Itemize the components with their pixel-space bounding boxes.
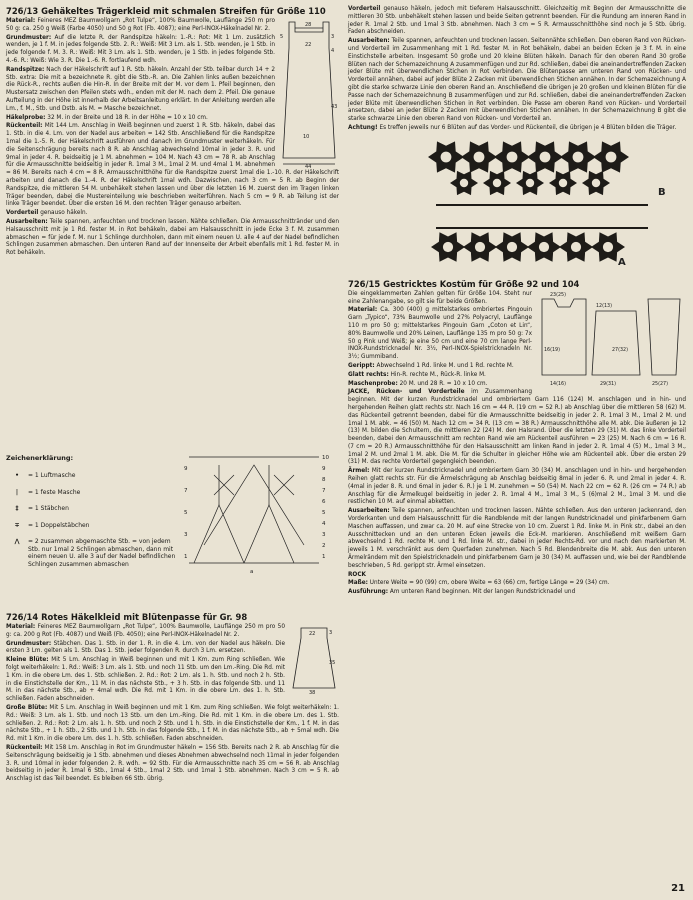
article-body-726-14-cont: [348, 6, 686, 133]
legend-item: [6, 489, 181, 497]
paragraph-text: Teile spannen, anfeuchten und trocknen lassen. Nähte schließen. Die Armausschnittränder und den Halsausschnitt mit je 1 Rd. fester M. in Rot behäkeln, dabei am Halsausschnitt in jede Ecke 3 f. M. zusammen abmaschen = für jede f. M. nur 1 Schlinge durchholen, dann mit einem neuen U. alle 4 auf der Nadel befindlichen Schlingen zusammen abmaschen. Den unteren Rand auf der Innenseite der Arbeit ebenfalls mit 1 Rd. fester M. in Rot behäkeln.: [6, 218, 339, 257]
legend-symbol: ⋀: [14, 538, 20, 545]
paragraph-text: Es treffen jeweils nur 6 Blüten auf das Vorder- und Rückenteil, die übrigen je 4 Blüten bilden die Träger.: [377, 124, 677, 131]
page-number: 21: [671, 883, 685, 894]
paragraph-lead: Große Blüte:: [6, 704, 48, 711]
legend-item: [6, 538, 181, 568]
legend-symbol: ‡: [15, 505, 19, 512]
paragraph-text: Ca. 300 (400) g mittelstarkes ombriertes Pingouin Garn „Typico“, 73% Baumwolle und 27% Polyacryl, Lauflänge 110 m pro 50 g; mittelstarkes Pingouin Garn „Coton et Lin“, 80% Baumwolle und 20% Leinen, Lauflänge 135 m pro 50 g: 7x 50 g Pink und Weiß; je eine 50 cm und eine 70 cm lange Perl-INOX-Rundstricknadel Nr. 3½, Perl-INOX-Spielstricknadeln Nr. 3½; Gummiband.: [348, 307, 532, 361]
chart-row-label: 3: [184, 532, 188, 538]
paragraph-text: Auf die letzte R. der Randspitze häkeln: 1.-R.: Rot: Mit 1 Lm. zusätzlich wenden, je 1 f. M. in jedes folgende Stb. 2. R.: Weiß: Mit 3 Lm. als 1. Stb. wenden, je 1 Stb. in jede folgende f. M. 3. R.: Weiß: Mit 3 Lm. als 1. Stb. wenden, je 1 Stb. in jedes folgende Stb. 4.-6. R.: Weiß: Wie 3. R. Die 1.-6. R. fortlaufend wdh.: [6, 34, 275, 64]
flower-center: [559, 179, 567, 187]
paragraph-text: 20 M. und 28 R. = 10 x 10 cm.: [397, 380, 488, 387]
left-column: [6, 6, 339, 259]
paragraph-lead: ROCK: [348, 571, 366, 578]
paragraph-lead: Randspitze:: [6, 66, 45, 73]
legend-text: = 1 Doppelstäbchen: [28, 521, 90, 529]
dim-label: 25(27): [652, 381, 668, 387]
paragraph-text: Hin-R. rechte M., Rück-R. linke M.: [388, 371, 486, 378]
dim-label: 44: [305, 164, 312, 168]
legend-block: [6, 453, 342, 603]
dim-label: 3: [331, 34, 335, 40]
dress-schematic-726-14: [289, 624, 339, 694]
flower-center: [460, 179, 468, 187]
legend-symbol: ∓: [14, 521, 20, 529]
legend-text: = 2 zusammen abgemaschte Stb. = von jedem Stb. nur 1mal 2 Schlingen abmaschen, dann mit einem neuen U. alle 3 auf der Nadel befindlichen Schlingen zusammen abmaschen: [28, 538, 176, 568]
legend-symbol: •: [15, 472, 19, 479]
chart-row-label: 7: [184, 488, 188, 494]
paragraph: [348, 6, 686, 37]
chart-row-label: 5: [184, 510, 188, 516]
paragraph-text: Die eingeklammerten Zahlen gelten für Größe 104. Steht nur eine Zahlenangabe, so gilt sie für beide Größen.: [348, 290, 532, 305]
paragraph-text: Feineres MEZ Baumwollgarn „Rot Tulpe“, 100% Baumwolle, Lauflänge 250 m pro 50 g: ca. 250 g Weiß (Farbe 4050) und 50 g Rot (Fb. 4087); eine Perl-INOX-Häkelnadel Nr. 2.: [6, 18, 275, 32]
flower-center: [507, 242, 517, 252]
article-title-726-13: 726/13 Gehäkeltes Trägerkleid mit schmalen Streifen für Größe 110: [6, 6, 326, 16]
dim-label: 22: [309, 631, 316, 637]
paragraph-text: Nach der Häkelschrift auf 1 R. Stb. häkeln. Anzahl der Stb. teilbar durch 14 + 2 Stb. extra: Die mit a bezeichnete R. gibt die Stb.-R. an. Die Zahlen links außen bezeichnen die Rück-R., rechts außen die Hin-R. In der Breite mit der M. vor dem 1. Pfeil beginnen, den Mustersatz zwischen den Pfeilen stets wdh., enden mit der M. nach dem 2. Pfeil. Die genaue Aufteilung in der Höhe ist innerhalb der Arbeitsanleitung erklärt. In der Anleitung werden alle Lm., f. M., Stb. und Dstb. als M. = Masche bezeichnet.: [6, 66, 275, 112]
paragraph-text: Abwechselnd 1 Rd. linke M. und 1 Rd. rechte M.: [374, 362, 514, 369]
chart-row-label: 3: [322, 532, 326, 538]
paragraph-lead: Ausarbeiten:: [6, 218, 48, 225]
dim-label: 12(13): [596, 303, 612, 309]
paragraph-text: Feineres MEZ Baumwollgarn „Rot Tulpe“, 100% Baumwolle, Lauflänge 250 m pro 50 g: ca. 200 g Rot (Fb. 4087) und Weiß (Fb. 4050); eine Perl-INOX-Häkelnadel Nr. 2.: [6, 624, 285, 638]
paragraph-text: genauso häkeln.: [38, 210, 88, 217]
article-title-726-14: 726/14 Rotes Häkelkleid mit Blütenpasse für Gr. 98: [6, 612, 248, 622]
paragraph-lead: Vorderteil: [348, 6, 381, 12]
flower-center: [441, 151, 452, 162]
flower-center: [507, 151, 518, 162]
paragraph-lead: JACKE, Rücken- und Vorderteile: [348, 389, 465, 396]
paragraph-lead: Grundmuster:: [6, 640, 52, 647]
flower-center: [606, 151, 617, 162]
dim-label: 5: [280, 34, 284, 40]
paragraph: [6, 745, 339, 784]
flower-center: [571, 242, 581, 252]
paragraph-lead: Material:: [6, 18, 36, 24]
right-column: [348, 6, 686, 598]
crochet-chart: [184, 445, 334, 575]
flower-center: [475, 242, 485, 252]
chart-row-label: 2: [322, 543, 326, 549]
flower-center: [474, 151, 485, 162]
paragraph: [6, 219, 339, 258]
paragraph-text: Stäbchen. Das 1. Stb. in der 1. R. in die 4. Lm. von der Nadel aus häkeln. Die ersten 3 Lm. gelten als 1. Stb. Das 1. Stb. jeder folgenden R. durch 3 Lm. ersetzen.: [6, 640, 285, 655]
paragraph-text: genauso häkeln, jedoch mit tieferem Halsausschnitt. Gleichzeitig mit Beginn der Armausschnitte die mittleren 30 Stb. unbehäkelt stehen lassen und beide Seiten getrennt beenden. Für die Rundung am inneren Rand in jeder R. 1mal 2 Stb. und 1mal 3 Stb. abnehmen. Nach 3 cm = 5 R. Armausschnitthöhe sind noch je 5 Stb. übrig. Faden abschneiden.: [348, 6, 686, 36]
paragraph-text: Mit der kurzen Rundstricknadel und ombriertem Garn 30 (34) M. anschlagen und in hin- und hergehenden Reihen glatt rechts str. Für die Ärmelschrägung ab Anschlag beidseitig 8mal in jeder 6. R. und 2mal in jeder 4. R. (4mal in jeder 8. R. und 6mal in jeder 6. R.) je 1 M. zunehmen = 50 (54) M. Nach 22 cm = 62 R. (26 cm = 74 R.) ab Anschlag für die Ärmelkugel beidseitig in jeder 2. R. 1mal 4 M., 1mal 3 M., 5 (6)mal 2 M., 1mal 3 M. und die restlichen 10 M. auf einmal abketten.: [348, 468, 686, 506]
dim-label: 28: [305, 22, 312, 28]
paragraph: [348, 508, 686, 570]
paragraph: [348, 389, 686, 467]
flower-center: [603, 242, 613, 252]
legend-title: Zeichenerklärung:: [6, 454, 74, 462]
legend-item: [6, 522, 181, 530]
chart-row-label: 6: [322, 499, 326, 505]
paragraph-text: Am unteren Rand beginnen. Mit der langen Rundstricknadel und: [388, 589, 576, 596]
paragraph-lead: Gerippt:: [348, 362, 375, 369]
paragraph: [348, 572, 686, 580]
article-726-14: [6, 612, 339, 785]
chart-row-label: 9: [322, 466, 326, 472]
paragraph-lead: Häkelprobe:: [6, 114, 46, 121]
paragraph-lead: Ausführung:: [348, 589, 389, 596]
legend-text: = 1 Luftmasche: [28, 472, 76, 479]
paragraph-lead: Kleine Blüte:: [6, 657, 49, 664]
legend-text: = 1 feste Masche: [28, 488, 81, 496]
paragraph-lead: Rückenteil:: [6, 744, 43, 751]
chart-marker: a: [250, 569, 254, 575]
flower-center: [443, 242, 453, 252]
dim-label: 22: [305, 42, 312, 48]
dim-label: 29(31): [600, 381, 616, 387]
dim-label: 27(32): [612, 347, 628, 353]
dim-label: 14(16): [550, 381, 566, 387]
flower-center: [493, 179, 501, 187]
flower-center: [526, 179, 534, 187]
dim-label: 38: [309, 690, 316, 694]
paragraph: [348, 38, 686, 124]
paragraph-lead: Maschenprobe:: [348, 380, 398, 387]
paragraph-lead: Grundmuster:: [6, 34, 52, 41]
paragraph-text: Mit 5 Lm. Anschlag in Weiß beginnen und mit 1 Km. zum Ring schließen. Wie folgt weiterhäkeln: 1. Rd.: Weiß: 3 Lm. als 1. Stb. und noch 13 Stb. um den Lm.-Ring. Die Rd. mit 1 Km. in die obere Lm. des 1. Stb. schließen. 2. Rd.: Rot: 2 Lm. als 1. h. Stb. und noch 2 Stb. und 1 h. Stb. in die Einstichstelle der Km., 1 f. M. in das nächste Stb., + 1 h. Stb., 2 Stb. und 1 h. Stb. in das folgende Stb., 1 f. M. in das nächste Stb., ab + 5mal wdh. Die Rd. mit 1 Km. in die obere Lm. des 1. h. Stb. schließen. Faden abschneiden.: [6, 704, 339, 743]
legend-text: = 1 Stäbchen: [28, 505, 69, 512]
paragraph: [6, 210, 339, 218]
chart-row-label: 1: [322, 554, 326, 560]
paragraph: [348, 468, 686, 507]
schematic-label-b: B: [658, 186, 666, 198]
flower-center: [573, 151, 584, 162]
paragraph-lead: Achtung!: [348, 124, 378, 131]
chart-row-label: 10: [322, 455, 329, 461]
paragraph-text: Mit 5 Lm. Anschlag in Weiß beginnen und mit 1 Km. zum Ring schließen. Wie folgt weiterhäkeln: 1. Rd.: Weiß: 3 Lm. als 1. Stb. und noch 11 Stb. um den Lm.-Ring. Die Rd. mit 1 Km. in die obere Lm. des 1. Stb. schließen. 2. Rd.: Rot: 2 Lm. als 1. h. Stb. und noch 2 h. Stb. in die Einstichstelle der Km., 11 M. in das nächste Stb., + 3 h. Stb. in das folgende Stb. und 11 M. in das nächste Stb., ab + 4mal wdh. Die Rd. mit 1 Km. in die obere Lm. des 1. h. Stb. schließen. Faden abschneiden.: [6, 657, 286, 703]
legend-item: [6, 505, 181, 513]
schematic-label-a: A: [618, 256, 626, 268]
chart-row-label: 7: [322, 488, 326, 494]
paragraph-lead: Material:: [348, 307, 378, 314]
paragraph: [6, 705, 339, 744]
dim-label: 43: [331, 104, 338, 110]
paragraph-lead: Ausarbeiten:: [348, 38, 390, 45]
chart-row-label: 4: [322, 521, 326, 527]
chart-row-label: 9: [184, 466, 188, 472]
paragraph-text: Teile spannen, anfeuchten und trocknen lassen. Seitennähte schließen. Den oberen Rand von Rücken- und Vorderteil im Zusammenhang mit 1 Rd. fester M. in Rot behäkeln, dabei an beiden Ecken je 3 f. M. in eine Einstichstelle arbeiten. Insgesamt 50 große und 20 kleine Blüten häkeln. Danach für den oberen Rand 30 große Blüten nach der Schemazeichnung A zusammenfügen und zur Rd. schließen, dabei die aneinandertreffenden Zacken jeder Blüte mit überwendlichen Stichen in Rot verbinden. Die Blütenpasse am unteren Rand von Rücken- und Vorderteil annähen, dabei auf jeder Blüte 2 Zacken mit überwendlichen Stichen annähen. In der Schemazeichnung A gibt die starke schwarze Linie den oberen Rand an. Anschließend die übrigen je 20 großen und kleinen Blüten für die Passe nach der Schemazeichnung B zusammenfügen und zur Rd. schließen, dabei die aneinandertreffenden Zacken jeder Blüte mit überwendlichen Stichen in Rot verbinden. Die Passe am oberen Rand von Rücken- und Vorderteil ansetzen, dabei an jeder Blüte 2 Zacken mit überwendlichen Stichen annähen. In der Schemazeichnung B gibt die starke schwarze Linie den oberen Rand von Rücken- und Vorderteil an.: [348, 38, 686, 123]
dim-label: 3: [329, 630, 333, 636]
paragraph-text: Mit 144 Lm. Anschlag in Weiß beginnen und zuerst 1 R. Stb. häkeln, dabei das 1. Stb. in die 4. Lm. von der Nadel aus arbeiten = 142 Stb. Anschließend für die Randspitze 1mal die 1.-5. R. der Häkelschrift ausführen und danach im Grundmuster weiterhäkeln. Für die Seitenschrägung bereits nach 8 R. ab Anschlag abwechselnd 10mal in jeder 3. R. und 9mal in jeder 4. R. beidseitig je 1 M. abnehmen = 104 M. Nach 43 cm = 78 R. ab Anschlag für die Armausschnitte beidseitig in jeder R. 1mal 3 M., 1mal 2 M. und 4mal 1 M. abnehmen = 86 M. Bereits nach 4 cm = 8 R. Armausschnitthöhe für die Randspitze zuerst 1mal die 1.-10. R. der Häkelschrift arbeiten und danach die 1.-4. R. der Häkelschrift 1mal wdh. Dazwischen, nach 3 cm = 5 R. ab Beginn der Randspitze, die mittleren 54 M. unbehäkelt stehen lassen und über die letzten 16 M. zuerst den im Tragen linken Träger beenden, dabei die Mustereinteilung wie beschrieben weiterführen. Nach 5 cm = 9 R. ab Teilung ist der linke Träger beendet. Über die ersten 16 M. den rechten Träger genauso arbeiten.: [6, 123, 339, 208]
dim-label: 10: [303, 134, 310, 140]
paragraph-text: Mit 158 Lm. Anschlag in Rot im Grundmuster häkeln = 156 Stb. Bereits nach 2 R. ab Anschlag für die Seitenschrägung beidseitig je 1 Stb. abnehmen und dieses Abnehmen abwechselnd noch 11mal in jeder folgenden 3. R. und 10mal in jeder folgenden 2. R. wdh. = 92 Stb. Für die Armausschnitte nach 35 cm = 56 R. ab Anschlag beidseitig in jeder R. 1mal 6 Stb., 1mal 4 Stb., 1mal 2 Stb. und 1mal 1 Stb. abnehmen. Nach 3 cm = 5 R. ab Anschlag ist das Teil beendet. Es bleiben 66 Stb. übrig.: [6, 744, 339, 783]
paragraph-lead: Material:: [6, 624, 36, 630]
paragraph: [348, 580, 686, 588]
paragraph-text: im Zusammenhang beginnen. Mit der kurzen Rundstricknadel und ombriertem Garn 116 (124) M. anschlagen und in hin- und hergehenden Reihen glatt rechts str. Nach 16 cm = 44 R. (19 cm = 52 R.) ab Anschlag über die mittleren 58 (62) M. das Rückenteil getrennt beenden, dabei für die Armausschnitte beidseitig in jeder 2. R. 1mal 3 M., 1mal 2 M. und 1mal 1 M. abk. = 46 (50) M. Nach 12 cm = 34 R. (13 cm = 38 R.) Armausschnitthöhe alle M. abk. Die äußeren je 12 (13) M. bilden die Schultern, die mittleren 22 (24) M. den Halsrand. Über die letzten 29 (31) M. das linke Vorderteil beenden, dabei den Armausschnitt am rechten Rand wie am Rückenteil ausführen = 23 (25) M. Nach 6 cm = 16 R. (7 cm = 20 R.) Armausschnitthöhe für den Halsausschnitt am linken Rand in jeder 2. R. 1mal 4 (5) M., 1mal 3 M., 1mal 2 M. und 2mal 1 M. abk. Die M. für die Schulter in gleicher Höhe wie am Rückenteil abk. Über die ersten 29 (31) M. das rechte Vorderteil gegengleich beenden.: [348, 389, 686, 466]
costume-schematic-726-15: [536, 291, 686, 391]
paragraph-lead: Maße:: [348, 580, 368, 587]
flower-schematics: [348, 135, 686, 275]
paragraph-lead: Ausarbeiten:: [348, 508, 390, 515]
chart-row-label: 1: [184, 554, 188, 560]
paragraph: [348, 125, 686, 133]
paragraph: [348, 589, 686, 597]
dim-label: 35: [329, 660, 336, 666]
paragraph-lead: Rückenteil:: [6, 123, 43, 130]
legend-item: [6, 472, 181, 480]
dim-label: 16(19): [544, 347, 560, 353]
dim-label: 4: [331, 48, 335, 54]
chart-row-label: 8: [322, 477, 326, 483]
flower-center: [539, 242, 549, 252]
chart-row-label: 5: [322, 510, 326, 516]
paragraph-text: 32 M. in der Breite und 18 R. in der Höhe = 10 x 10 cm.: [45, 114, 208, 121]
paragraph-lead: Glatt rechts:: [348, 371, 389, 378]
legend-symbol: |: [15, 488, 19, 496]
dim-label: 23(25): [550, 292, 566, 298]
paragraph-lead: Ärmel:: [348, 468, 370, 475]
dress-schematic-726-13: [279, 18, 339, 168]
flower-center: [540, 151, 551, 162]
flower-center: [592, 179, 600, 187]
paragraph-text: Untere Weite = 90 (99) cm, obere Weite = 63 (66) cm, fertige Länge = 29 (34) cm.: [367, 580, 610, 587]
article-title-726-15: 726/15 Gestricktes Kostüm für Größe 92 und 104: [348, 278, 580, 289]
paragraph-lead: Vorderteil: [6, 210, 39, 217]
paragraph-text: Teile spannen, anfeuchten und trocknen lassen. Nähte schließen. Aus den unteren Jackenrand, den Vorderkanten und dem Halsausschnitt für die Randblende mit der langen Rundstricknadel und pinkfarbenem Garn Maschen auffassen, und zwar ca. 20 M. auf eine Strecke von 10 cm. Zuerst 1 Rd. linke M. in Pink str., dabei an den Ausschnittecken und an den unteren Ecken jeweils die Eck-M. markieren. Anschließend mit weißem Garn abwechselnd 1 Rd. rechte M. und 1 Rd. linke M. str., dabei in jeder Rechts-Rd. vor und nach den markierten M. jeweils 1 M. verschränkt aus dem Querfaden zunehmen. Nach 5 Rd. Blendenbreite die M. abk. Aus den unteren Ärmelrändern mit den Spielstricknadeln und pinkfarbenem Garn je 30 (34) M. auffassen und, wie bei der Randblende beschrieben, 5 Rd. gerippt str. Ärmel einsetzen.: [348, 508, 686, 569]
